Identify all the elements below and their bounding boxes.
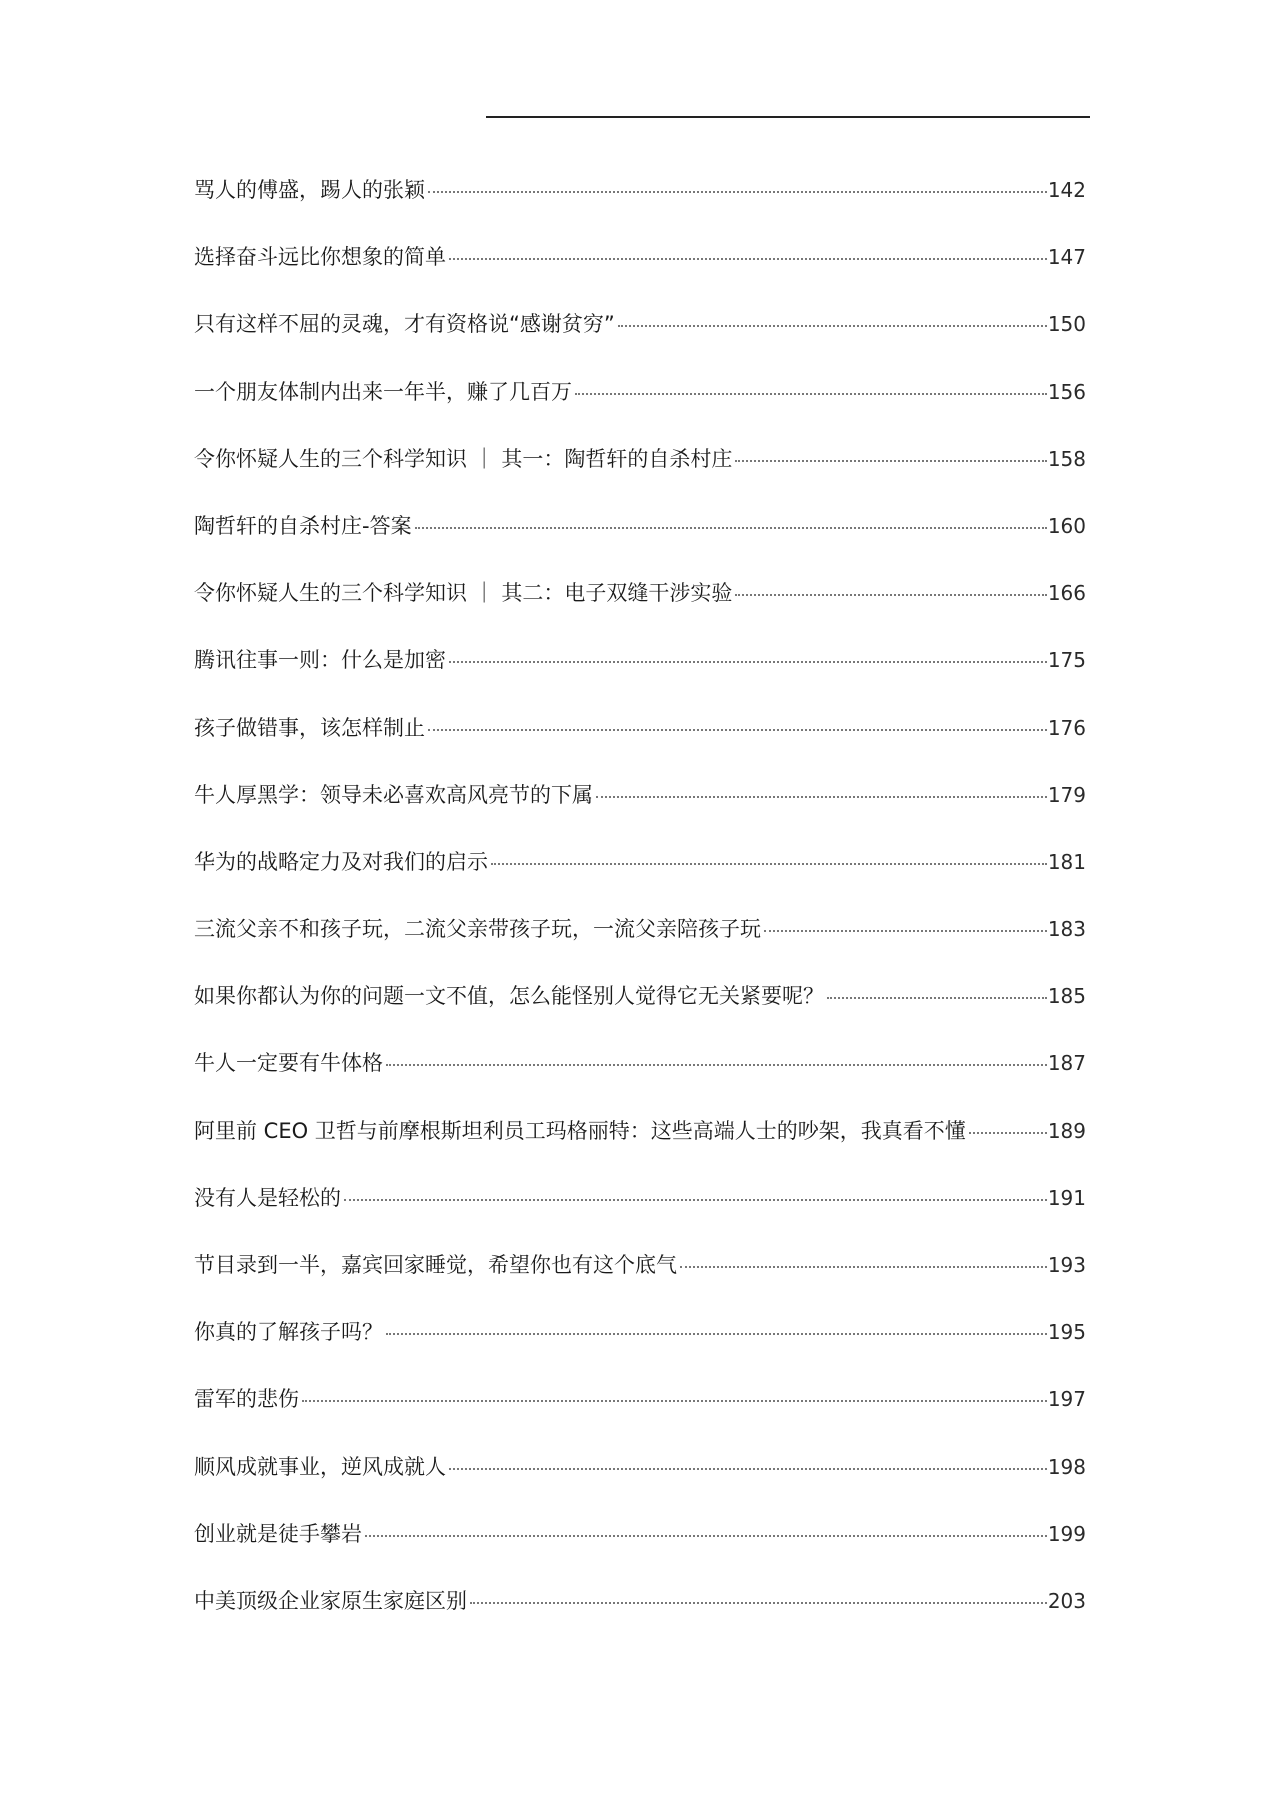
toc-entry-title[interactable]: 孩子做错事，该怎样制止	[194, 715, 425, 740]
toc-entry-title[interactable]: 腾讯往事一则：什么是加密	[194, 648, 446, 673]
toc-entry[interactable]	[194, 504, 1086, 571]
toc-entry-title[interactable]: 令你怀疑人生的三个科学知识 ｜ 其二：电子双缝干涉实验	[194, 581, 733, 606]
toc-entry-page-number[interactable]: 142	[1047, 178, 1086, 202]
toc-dot-leader	[596, 796, 1047, 798]
toc-entry-page-number[interactable]: 176	[1047, 715, 1086, 740]
toc-entry[interactable]	[194, 840, 1086, 907]
toc-dot-leader	[575, 393, 1047, 395]
toc-entry-page-number[interactable]: 203	[1047, 1588, 1086, 1613]
toc-entry-title[interactable]: 如果你都认为你的问题一文不值，怎么能怪别人觉得它无关紧要呢？	[194, 984, 824, 1009]
toc-entry-title[interactable]: 三流父亲不和孩子玩，二流父亲带孩子玩，一流父亲陪孩子玩	[194, 917, 761, 942]
header-rule	[486, 116, 1090, 118]
toc-entry-title[interactable]: 只有这样不屈的灵魂，才有资格说“感谢贫穷”	[194, 312, 615, 337]
toc-entry-title[interactable]: 选择奋斗远比你想象的简单	[194, 245, 446, 270]
toc-dot-leader	[491, 863, 1047, 865]
toc-entry[interactable]	[194, 706, 1086, 773]
toc-entry-page-number[interactable]: 187	[1047, 1051, 1086, 1076]
toc-entry-title[interactable]: 骂人的傅盛，踢人的张颖	[194, 178, 425, 202]
toc-dot-leader	[735, 460, 1046, 462]
toc-dot-leader	[344, 1199, 1047, 1201]
toc-entry-title[interactable]: 陶哲轩的自杀村庄-答案	[194, 513, 412, 538]
toc-entry-title[interactable]: 顺风成就事业，逆风成就人	[194, 1454, 446, 1479]
toc-entry-title[interactable]: 一个朋友体制内出来一年半，赚了几百万	[194, 379, 572, 404]
toc-entry-title[interactable]: 华为的战略定力及对我们的启示	[194, 849, 488, 874]
toc-dot-leader	[680, 1266, 1047, 1268]
toc-entry[interactable]	[194, 1176, 1086, 1243]
toc-dot-leader	[764, 930, 1047, 932]
toc-entry-page-number[interactable]: 150	[1047, 312, 1086, 337]
toc-entry[interactable]	[194, 1445, 1086, 1512]
toc-dot-leader	[470, 1602, 1047, 1604]
toc-entry-page-number[interactable]: 193	[1047, 1253, 1086, 1277]
toc-entry-page-number[interactable]: 175	[1047, 648, 1086, 673]
toc-entry[interactable]	[194, 1243, 1086, 1310]
toc-entry-page-number[interactable]: 158	[1047, 446, 1086, 471]
toc-dot-leader	[449, 661, 1047, 663]
toc-entry-page-number[interactable]: 147	[1047, 245, 1086, 270]
toc-entry-page-number[interactable]: 198	[1047, 1454, 1086, 1479]
toc-dot-leader	[386, 1064, 1047, 1066]
toc-dot-leader	[415, 527, 1047, 529]
toc-dot-leader	[827, 997, 1047, 999]
toc-entry[interactable]	[194, 370, 1086, 437]
toc-dot-leader	[386, 1333, 1047, 1335]
toc-dot-leader	[449, 258, 1047, 260]
toc-entry[interactable]	[194, 235, 1086, 302]
toc-entry-title[interactable]: 中美顶级企业家原生家庭区别	[194, 1588, 467, 1613]
toc-dot-leader	[365, 1535, 1047, 1537]
toc-entry-page-number[interactable]: 189	[1047, 1118, 1086, 1143]
toc-dot-leader	[428, 729, 1047, 731]
toc-entry-title[interactable]: 牛人一定要有牛体格	[194, 1051, 383, 1076]
toc-entry[interactable]	[194, 1377, 1086, 1444]
toc-entry-page-number[interactable]: 183	[1047, 917, 1086, 942]
toc-entry-page-number[interactable]: 181	[1047, 849, 1086, 874]
toc-entry-page-number[interactable]: 195	[1047, 1320, 1086, 1345]
toc-dot-leader	[428, 191, 1047, 193]
toc-entry[interactable]	[194, 437, 1086, 504]
toc-entry-page-number[interactable]: 191	[1047, 1185, 1086, 1210]
toc-entry[interactable]	[194, 907, 1086, 974]
toc-entry-page-number[interactable]: 197	[1047, 1387, 1086, 1412]
toc-dot-leader	[735, 594, 1046, 596]
toc-entry[interactable]	[194, 1310, 1086, 1377]
toc-entry-page-number[interactable]: 185	[1047, 984, 1086, 1009]
toc-entry-title[interactable]: 阿里前 CEO 卫哲与前摩根斯坦利员工玛格丽特：这些高端人士的吵架，我真看不懂	[194, 1118, 966, 1143]
toc-entry-page-number[interactable]: 160	[1047, 513, 1086, 538]
toc-entry[interactable]	[194, 302, 1086, 369]
toc-entry-page-number[interactable]: 166	[1047, 581, 1086, 606]
toc-entry[interactable]	[194, 571, 1086, 638]
toc-entry[interactable]	[194, 974, 1086, 1041]
toc-entry-title[interactable]: 没有人是轻松的	[194, 1185, 341, 1210]
toc-entry-title[interactable]: 创业就是徒手攀岩	[194, 1521, 362, 1546]
toc-dot-leader	[449, 1468, 1047, 1470]
toc-entry-page-number[interactable]: 156	[1047, 379, 1086, 404]
toc-entry[interactable]	[194, 1512, 1086, 1579]
toc-entry[interactable]	[194, 1579, 1086, 1646]
toc-entry[interactable]	[194, 1109, 1086, 1176]
toc-dot-leader	[302, 1400, 1047, 1402]
toc-entry-page-number[interactable]: 199	[1047, 1521, 1086, 1546]
toc-entry-title[interactable]: 节目录到一半，嘉宾回家睡觉，希望你也有这个底气	[194, 1253, 677, 1277]
toc-entry[interactable]	[194, 773, 1086, 840]
table-of-contents	[194, 168, 1086, 1646]
toc-dot-leader	[618, 325, 1047, 327]
toc-entry-title[interactable]: 雷军的悲伤	[194, 1387, 299, 1412]
toc-entry-title[interactable]: 你真的了解孩子吗？	[194, 1320, 383, 1345]
toc-entry-title[interactable]: 牛人厚黑学：领导未必喜欢高风亮节的下属	[194, 782, 593, 807]
toc-entry[interactable]	[194, 168, 1086, 235]
toc-dot-leader	[969, 1132, 1047, 1134]
toc-entry-page-number[interactable]: 179	[1047, 782, 1086, 807]
toc-entry-title[interactable]: 令你怀疑人生的三个科学知识 ｜ 其一：陶哲轩的自杀村庄	[194, 446, 733, 471]
toc-entry[interactable]	[194, 1041, 1086, 1108]
toc-entry[interactable]	[194, 638, 1086, 705]
